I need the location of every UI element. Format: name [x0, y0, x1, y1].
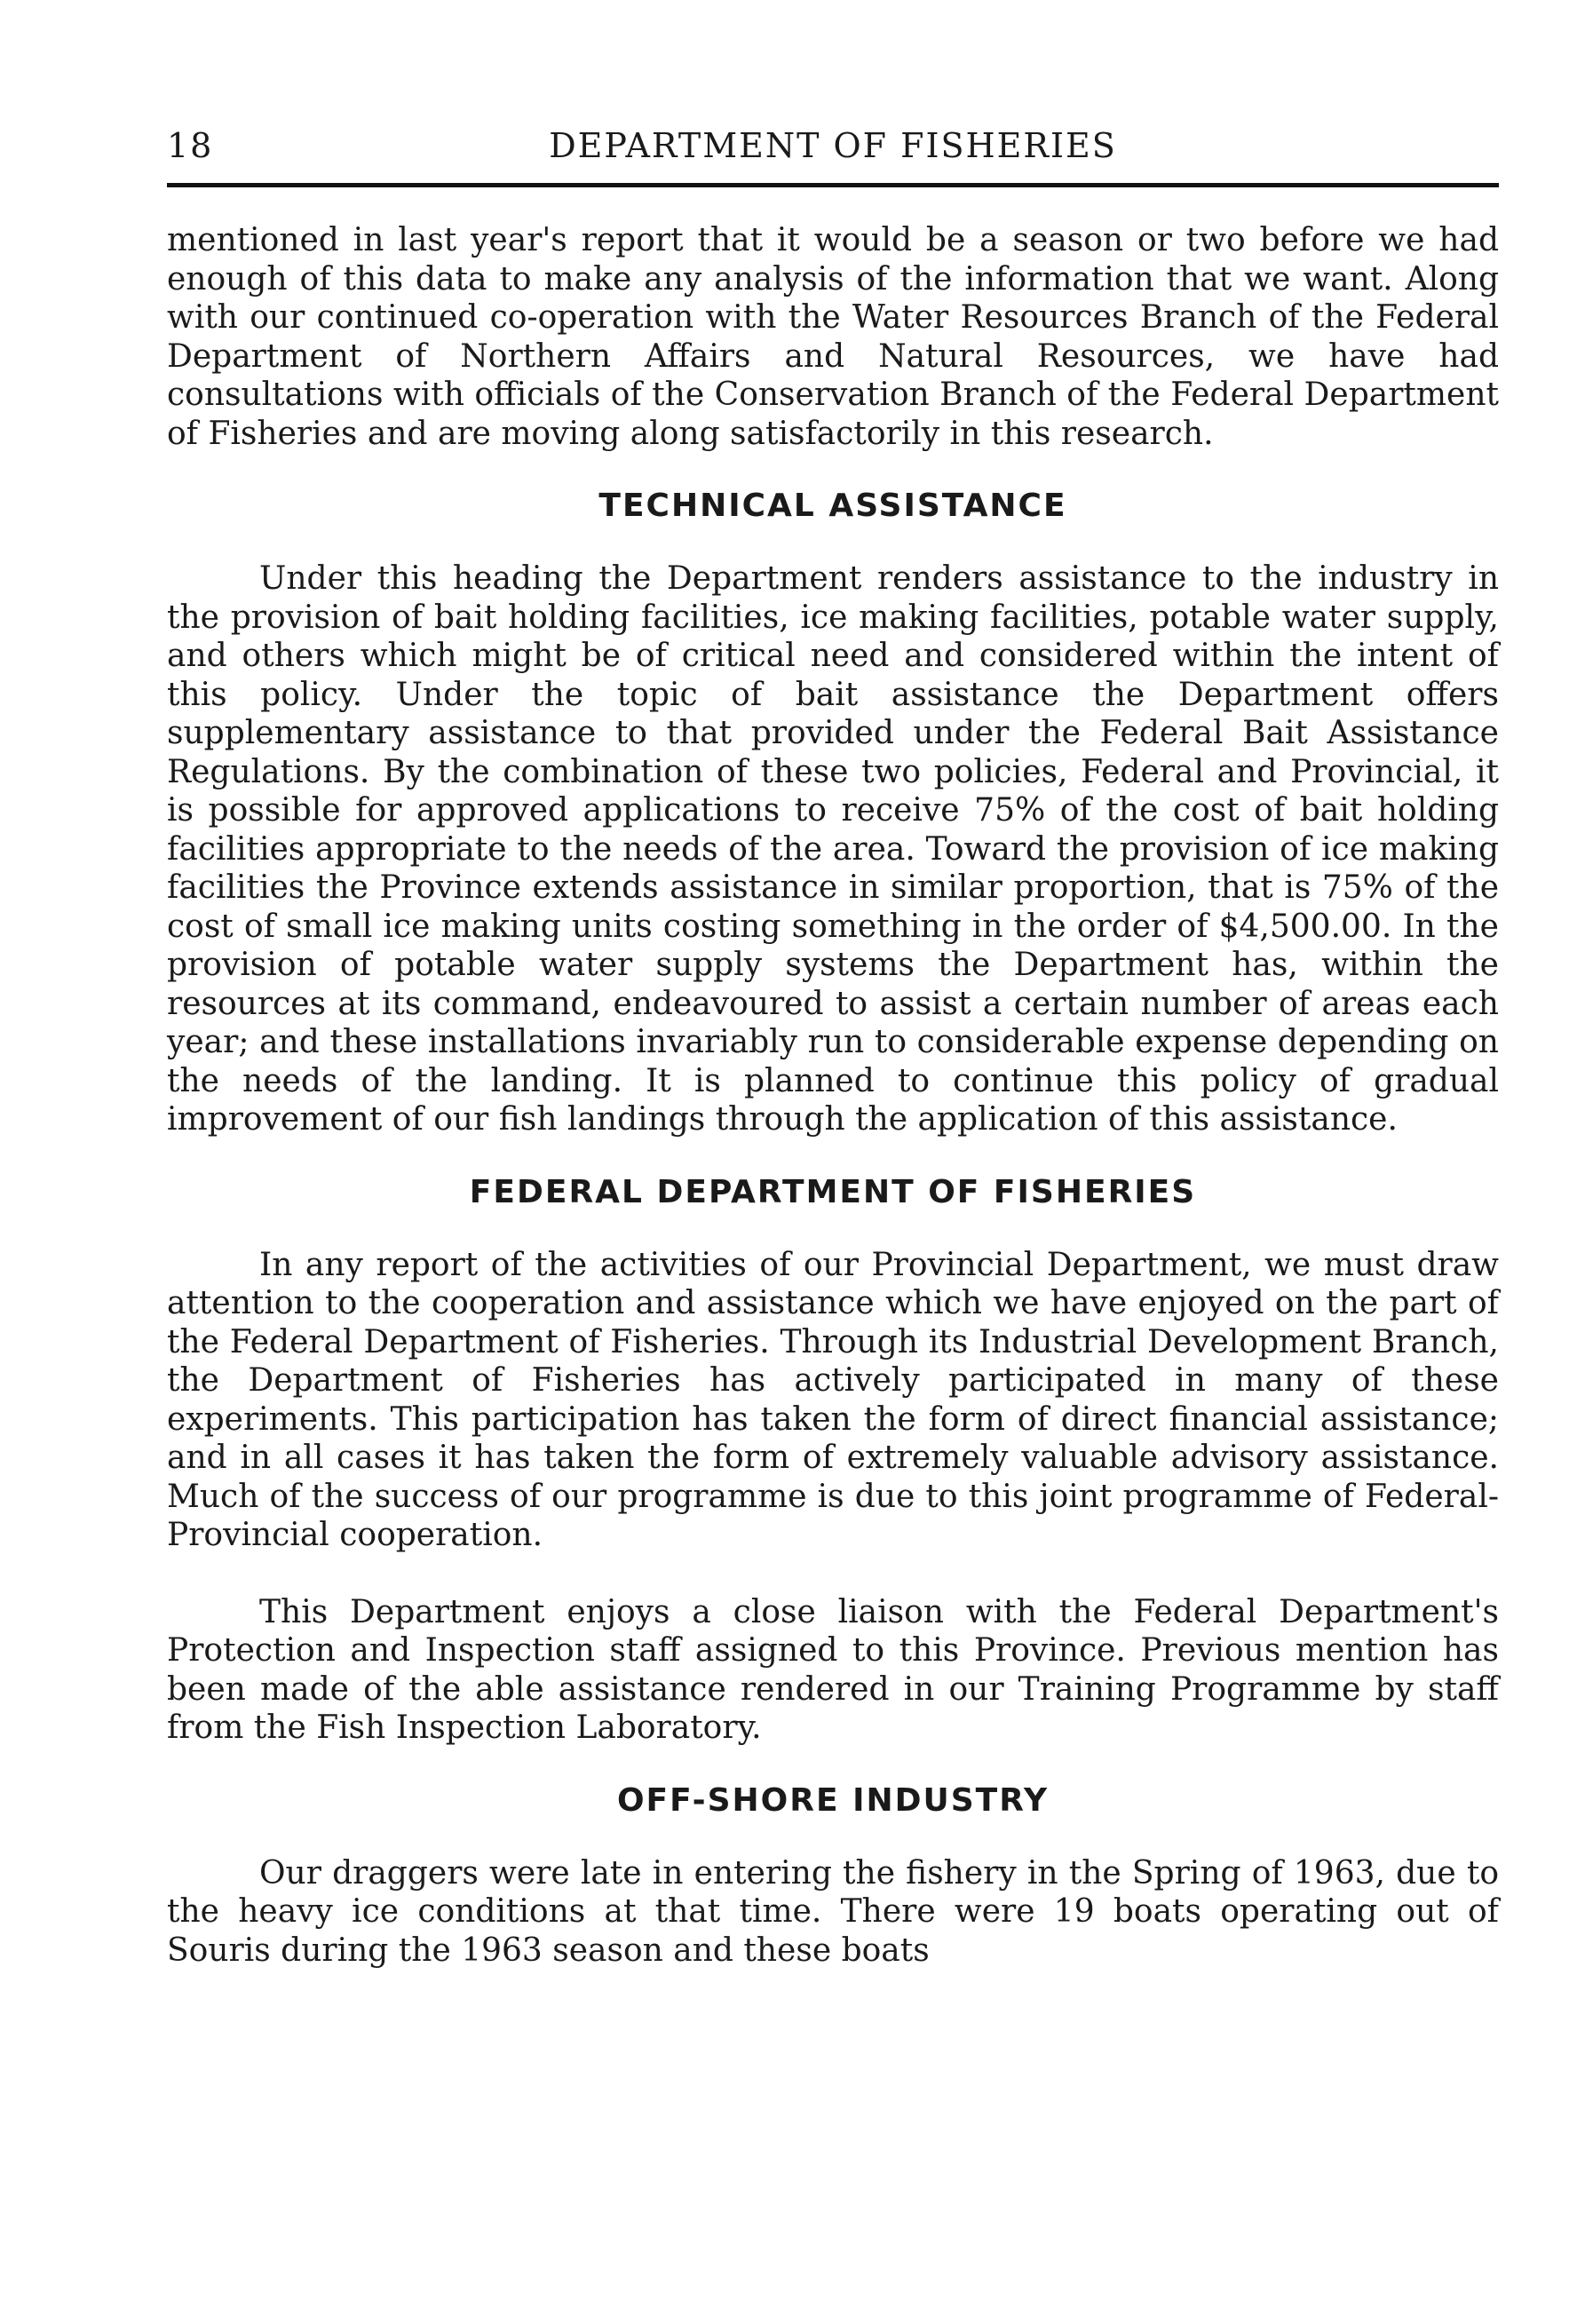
running-header: [167, 114, 1499, 178]
federal-department-paragraph-2: This Department enjoys a close liaison with the Federal Department's Protection and Inspection staff assigned to this Province. Previous mention has been made of the able assistance rendered in our Training Programme by staff from the Fish Inspection Laboratory.: [167, 1593, 1499, 1746]
header-rule: [167, 183, 1499, 187]
running-title: DEPARTMENT OF FISHERIES: [549, 126, 1117, 165]
federal-department-paragraph-1: In any report of the activities of our Provincial Department, we must draw attention to the cooperation and assistance which we have enjoyed on the part of the Federal Department of Fisheries. Through its Industrial Development Branch, the Department of Fisheries has actively participated in many of these experiments. This participation has taken the form of direct financial assistance; and in all cases it has taken the form of extremely valuable advisory assistance. Much of the success of our programme is due to this joint programme of Federal-Provincial cooperation.: [167, 1246, 1499, 1553]
off-shore-paragraph: Our draggers were late in entering the fishery in the Spring of 1963, due to the heavy ice conditions at that time. There were 19 boats operating out of Souris during the 1963 season and these boats: [167, 1854, 1499, 1969]
technical-assistance-paragraph: Under this heading the Department renders assistance to the industry in the provision of bait holding facilities, ice making facilities, potable water supply, and others which might be of critical need and considered within the intent of this policy. Under the topic of bait assistance the Department offers supplementary assistance to that provided under the Federal Bait Assistance Regulations. By the combination of these two policies, Federal and Provincial, it is possible for approved applications to receive 75% of the cost of bait holding facilities appropriate to the needs of the area. Toward the provision of ice making facilities the Province extends assistance in similar proportion, that is 75% of the cost of small ice making units costing something in the order of $4,500.00. In the provision of potable water supply systems the Department has, within the resources at its command, endeavoured to assist a certain number of areas each year; and these installations invariably run to considerable expense depending on the needs of the landing. It is planned to continue this policy of gradual improvement of our fish landings through the application of this assistance.: [167, 560, 1499, 1138]
heading-technical-assistance: TECHNICAL ASSISTANCE: [598, 488, 1067, 524]
page-number: 18: [167, 126, 214, 165]
heading-off-shore-industry: OFF-SHORE INDUSTRY: [616, 1781, 1050, 1819]
heading-federal-department: FEDERAL DEPARTMENT OF FISHERIES: [469, 1173, 1197, 1210]
document-page: [167, 114, 1499, 1970]
intro-paragraph: mentioned in last year's report that it would be a season or two before we had enough of this data to make any analysis of the information that we want. Along with our continued co-operation with the Water Resources Branch of the Federal Department of Northern Affairs and Natural Resources, we have had consultations with officials of the Conservation Branch of the Federal Department of Fisheries and are moving along satisfactorily in this research.: [167, 222, 1499, 452]
